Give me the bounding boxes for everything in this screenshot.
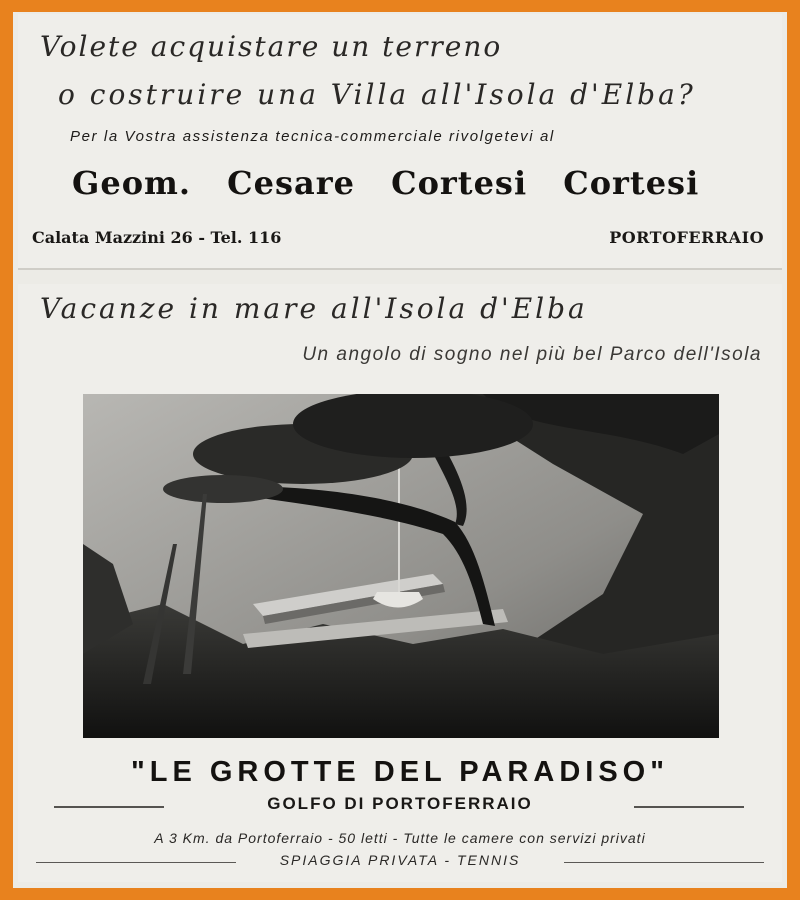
city: PORTOFERRAIO bbox=[609, 228, 764, 247]
hotel-subheadline: Un angolo di sogno nel più bel Parco dell'Isola bbox=[302, 344, 762, 365]
hotel-headline: Vacanze in mare all'Isola d'Elba bbox=[40, 292, 588, 325]
address: Calata Mazzini 26 - Tel. 116 bbox=[32, 228, 282, 247]
hotel-advertisement bbox=[18, 284, 782, 882]
land-advertisement bbox=[18, 14, 782, 270]
hotel-details: A 3 Km. da Portoferraio - 50 letti - Tutte le camere con servizi privati bbox=[154, 830, 646, 846]
land-headline-line1: Volete acquistare un terreno bbox=[40, 30, 503, 63]
hotel-location: GOLFO DI PORTOFERRAIO bbox=[267, 794, 533, 813]
hotel-name: "LE GROTTE DEL PARADISO" bbox=[131, 756, 669, 788]
surveyor-name: Geom. Cesare Cortesi Cortesi bbox=[72, 164, 700, 202]
amenities-right-rule bbox=[564, 862, 764, 863]
hotel-amenities: SPIAGGIA PRIVATA - TENNIS bbox=[279, 852, 521, 868]
land-headline-line2: o costruire una Villa all'Isola d'Elba? bbox=[58, 78, 696, 111]
right-rule bbox=[634, 806, 744, 808]
bay-photograph bbox=[83, 394, 719, 738]
bay-photo-illustration bbox=[83, 394, 719, 738]
assistance-text: Per la Vostra assistenza tecnica-commerciale rivolgetevi al bbox=[70, 128, 555, 145]
